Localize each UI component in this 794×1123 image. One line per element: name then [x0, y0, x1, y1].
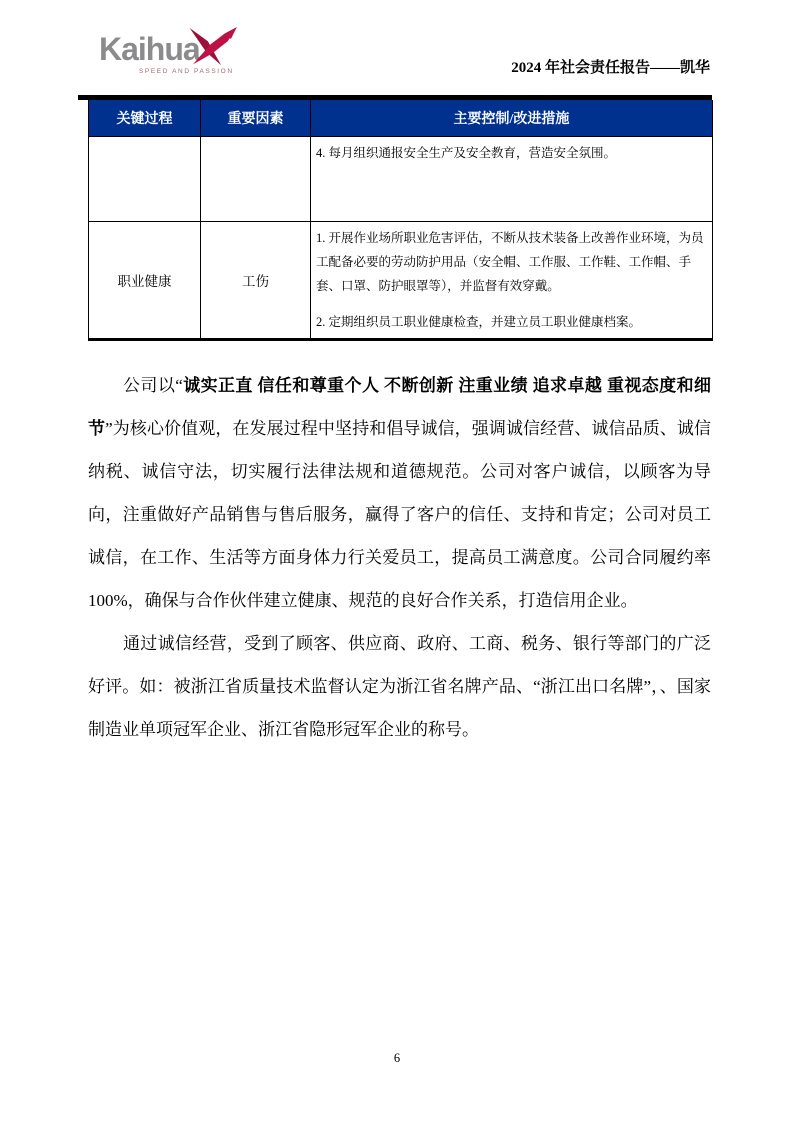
- logo-wordmark: Kaihua: [99, 31, 200, 67]
- col-header-main-controls: 主要控制/改进措施: [311, 100, 713, 137]
- hummingbird-logo-icon: [188, 25, 239, 69]
- measure-item: 2. 定期组织员工职业健康检查，并建立员工职业健康档案。: [316, 315, 642, 329]
- cell-process: 职业健康: [89, 222, 201, 340]
- measure-item: 4. 每月组织通报安全生产及安全教育，营造安全氛围。: [316, 146, 617, 160]
- col-header-important-factor: 重要因素: [201, 100, 311, 137]
- cell-measures: [311, 137, 713, 222]
- cell-process: [89, 137, 201, 222]
- table-row: [89, 137, 713, 222]
- control-measures-table: [88, 100, 713, 341]
- para1-prefix: 公司以“: [123, 376, 183, 395]
- body-text: [88, 364, 711, 751]
- para1-suffix: ”为核心价值观，在发展过程中坚持和倡导诚信，强调诚信经营、诚信品质、诚信纳税、诚信守法，切实履行法律法规和道德规范。公司对客户诚信，以顾客为导向，注重做好产品销售与售后服务，赢得了客户的信任、支持和肯定；公司对员工诚信，在工作、生活等方面身体力行关爱员工，提高员工满意度。公司合同履约率 100%，确保与合作伙伴建立健康、规范的良好合作关系，打造信用企业。: [88, 419, 712, 610]
- page-number: 6: [393, 1051, 401, 1065]
- report-title: 2024 年社会责任报告——凯华: [511, 60, 710, 76]
- paragraph-integrity-honors: 通过诚信经营，受到了顾客、供应商、政府、工商、税务、银行等部门的广泛好评。如：被浙江省质量技术监督认定为浙江省名牌产品、“浙江出口名牌”，、国家制造业单项冠军企业、浙江省隐形冠军企业的称号。: [88, 634, 711, 739]
- table-header-row: [89, 100, 713, 137]
- para1-core-values-bold: 诚实正直 信任和尊重个人 不断创新 注重业绩 追求卓越 重视态度和细节: [88, 376, 712, 438]
- cell-factor: [201, 137, 311, 222]
- paragraph-core-values: [88, 364, 711, 622]
- table-row: [89, 222, 713, 340]
- kaihua-logo: [99, 33, 239, 75]
- cell-factor: 工伤: [201, 222, 311, 340]
- logo-tagline: SPEED AND PASSION: [139, 68, 234, 75]
- cell-measures: [311, 222, 713, 340]
- measure-item: 1. 开展作业场所职业危害评估，不断从技术装备上改善作业环境，为员工配备必要的劳动防护用品（安全帽、工作服、工作鞋、工作帽、手套、口罩、防护眼罩等），并监督有效穿戴。: [316, 231, 704, 293]
- col-header-key-process: 关键过程: [89, 100, 201, 137]
